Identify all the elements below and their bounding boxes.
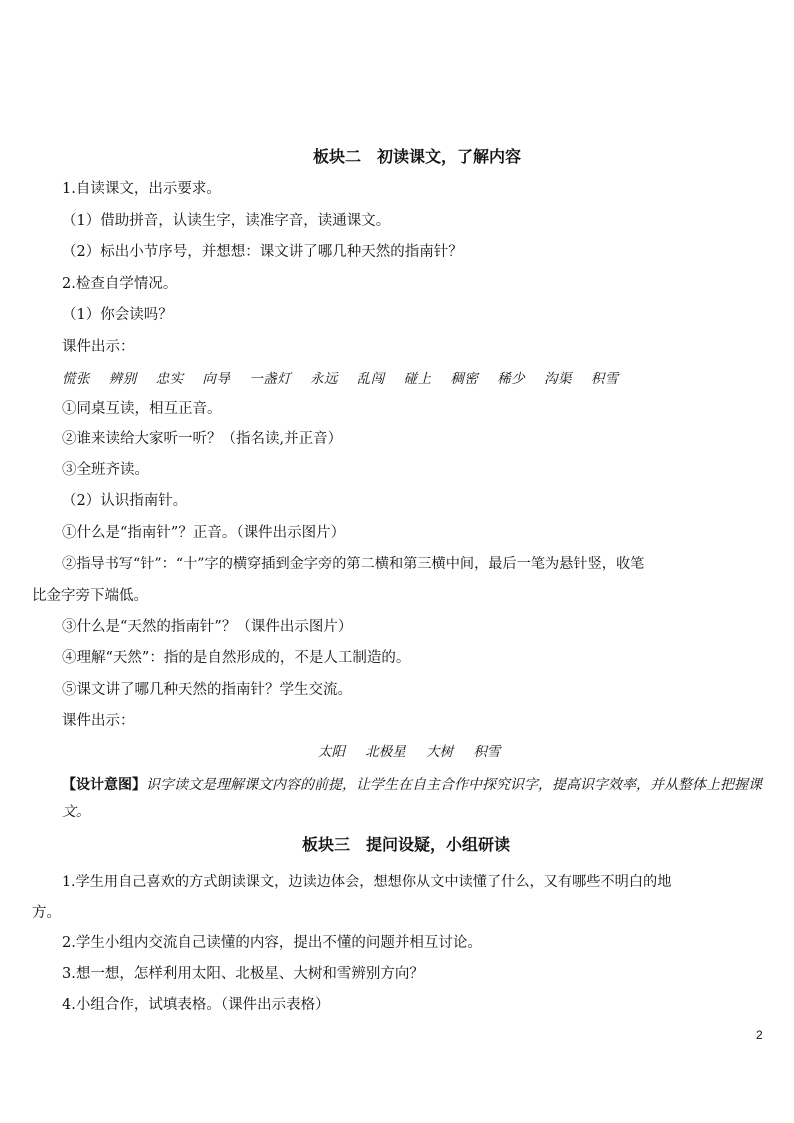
step-line: （2）认识指南针。 — [62, 493, 188, 509]
vocab-word: 乱闯 — [356, 371, 385, 387]
vocab-word: 碰上 — [403, 371, 432, 387]
compass-word: 大树 — [426, 744, 454, 760]
vocab-word: 忠实 — [155, 371, 184, 387]
vocab-word: 一盏灯 — [249, 371, 292, 387]
step-line: ①什么是“指南针”？正音。（课件出示图片） — [62, 525, 346, 541]
vocab-word: 沟渠 — [543, 371, 572, 387]
vocab-word: 稠密 — [450, 371, 479, 387]
vocab-word: 慌张 — [62, 371, 90, 387]
step-line: ②谁来读给大家听一听？（指名读,并正音） — [62, 431, 343, 447]
compass-word: 太阳 — [318, 744, 345, 760]
vocab-list — [62, 367, 633, 387]
step-line: 课件出示： — [62, 713, 135, 729]
step-line: 比金字旁下端低。 — [32, 588, 148, 604]
compass-word: 积雪 — [473, 744, 501, 760]
activity-line: 2.学生小组内交流自己读懂的内容，提出不懂的问题并相互讨论。 — [62, 935, 482, 951]
instruction-line: （1）借助拼音，认读生字，读准字音，读通课文。 — [62, 213, 391, 229]
instruction-line: 课件出示： — [62, 339, 135, 355]
activity-line: 1.学生用自己喜欢的方式朗读课文，边读边体会，想想你从文中读懂了什么，又有哪些不明白的地 — [62, 874, 672, 890]
vocab-word: 永远 — [309, 371, 338, 387]
step-line: ⑤课文讲了哪几种天然的指南针？学生交流。 — [62, 682, 352, 698]
step-line: ①同桌互读，相互正音。 — [62, 401, 222, 417]
vocab-word: 稀少 — [497, 371, 526, 387]
vocab-word: 辨别 — [108, 371, 137, 387]
activity-line: 方。 — [32, 905, 61, 921]
step-line: ④理解“天然”：指的是自然形成的，不是人工制造的。 — [62, 650, 411, 666]
step-line: ②指导书写“针”：“十”字的横穿插到金字旁的第二横和第三横中间，最后一笔为悬针竖，收笔 — [62, 556, 645, 572]
vocab-word: 积雪 — [590, 371, 619, 387]
instruction-line: 2.检查自学情况。 — [62, 276, 178, 292]
section2-heading: 板块二 初读课文，了解内容 — [312, 147, 521, 166]
compass-word: 北极星 — [365, 744, 406, 760]
section3-heading: 板块三 提问设疑，小组研读 — [301, 835, 510, 854]
instruction-line: （2）标出小节序号，并想想：课文讲了哪几种天然的指南针？ — [62, 244, 463, 260]
activity-line: 3.想一想，怎样利用太阳、北极星、大树和雪辨别方向？ — [62, 966, 424, 982]
compass-list — [318, 740, 516, 760]
design-intent — [62, 772, 766, 826]
instruction-line: （1）你会读吗？ — [62, 307, 173, 323]
step-line: ③什么是“天然的指南针”？（课件出示图片） — [62, 619, 353, 635]
design-intent-label: 【设计意图】 — [62, 777, 146, 793]
page-number: 2 — [756, 1028, 763, 1042]
design-intent-text: 识字读文是理解课文内容的前提，让学生在自主合作中探究识字，提高识字效率，并从整体上把握课文。 — [62, 777, 762, 820]
activity-line: 4.小组合作，试填表格。（课件出示表格） — [62, 997, 330, 1013]
vocab-word: 向导 — [202, 371, 231, 387]
step-line: ③全班齐读。 — [62, 462, 149, 478]
instruction-line: 1.自读课文，出示要求。 — [62, 181, 221, 197]
